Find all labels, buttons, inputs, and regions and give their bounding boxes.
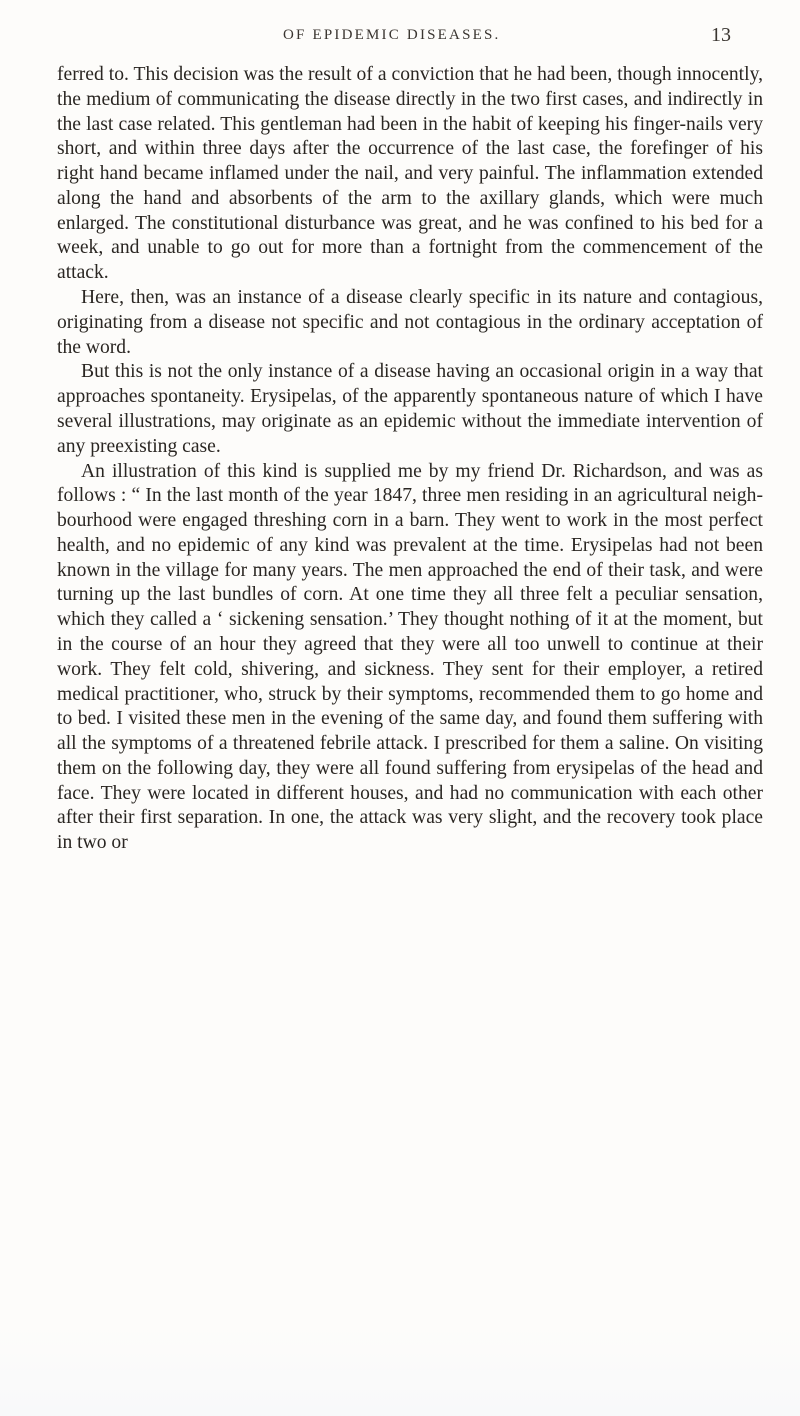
paragraph: But this is not the only instance of a disease having an occasional origin in a way that approaches spontaneity. Erysipelas, of the apparently spontaneous nature of which I have several illustrations, may originate as an epidemic without the immediate intervention of any preexisting case. xyxy=(57,361,763,457)
paragraph: Here, then, was an instance of a disease clearly specific in its nature and contagious, originating from a disease not specific and not contagious in the ordinary acceptation of the word. xyxy=(57,287,763,358)
running-title: OF EPIDEMIC DISEASES. xyxy=(283,27,501,43)
paragraph: ferred to. This decision was the result of a conviction that he had been, though innocently, the medium of communicating the disease directly in the two first cases, and indirectly in the last case related. This gentleman had been in the habit of keeping his finger-nails very short, and within three days after the occurrence of the last case, the forefinger of his right hand became inflamed under the nail, and very painful. The inflammation extended along the hand and absorbents of the arm to the axillary glands, which were much enlarged. The constitutional disturbance was great, and he was confined to his bed for a week, and unable to go out for more than a fortnight from the commencement of the attack. xyxy=(57,64,763,284)
paragraph: An illustration of this kind is supplied me by my friend Dr. Richardson, and was as follows : “ In the last month of the year 1847, three men residing in an agricultural neighbourhood were engaged threshing corn in a barn. They went to work in the most perfect health, and no epidemic of any kind was prevalent at the time. Erysipelas had not been known in the village for many years. The men approached the end of their task, and were turning up the last bundles of corn. At one time they all three felt a peculiar sensation, which they called a ‘ sickening sensation.’ They thought nothing of it at the moment, but in the course of an hour they agreed that they were all too unwell to continue at their work. They felt cold, shivering, and sickness. They sent for their employer, a retired medical practitioner, who, struck by their symptoms, recommended them to go home and to bed. I visited these men in the evening of the same day, and found them suffering with all the symptoms of a threatened febrile attack. I prescribed for them a saline. On visiting them on the following day, they were all found suffering from erysipelas of the head and face. They were located in different houses, and had no communication with each other after their first separation. In one, the attack was very slight, and the recovery took place in two or xyxy=(57,460,763,854)
page-number: 13 xyxy=(711,24,731,46)
body-text xyxy=(57,63,763,856)
running-head xyxy=(0,24,800,58)
page-edge-shading xyxy=(0,1326,800,1416)
